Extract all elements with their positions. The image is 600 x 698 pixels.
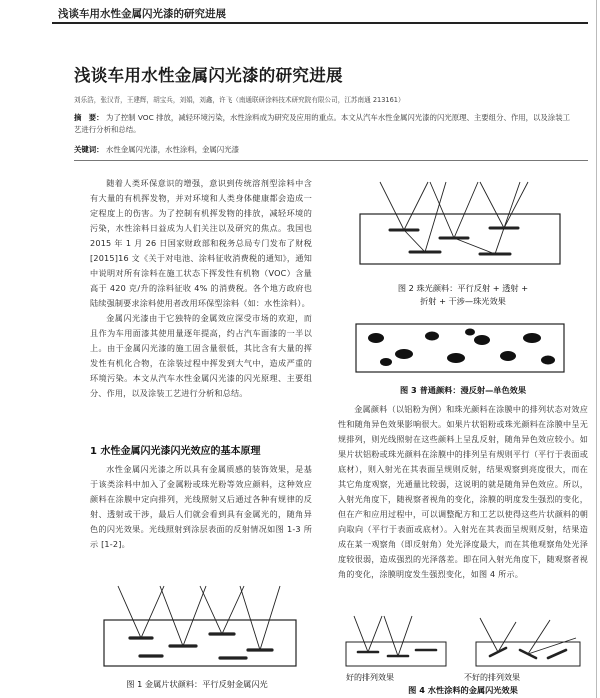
page-edge: [596, 0, 597, 698]
intro-paragraph-1: 随着人类环保意识的增强，意识到传统溶剂型涂料中含有大量的有机挥发物，并对环境和人类身体健康都会造成一定程度上的伤害。为了控制有机挥发物的排放，减轻环境的污染，水性涂料日益成为人们关注以及研究的焦点。我国也 2015 年 1 月 26 日国家财政部和税务总局专门发布了财税 [2015]16 文《关于对电池、涂料征收消费税的通知》，通知中说明对所有涂料在施工状态下挥发性有机物（VOC）含量高于 420 克/升的涂料征收 4% 的消费税。各个地方政府也陆续强制要求涂料使用者改用环保型涂料（如：水性涂料）。: [90, 178, 312, 308]
abstract-text: 为了控制 VOC 排放，减轻环境污染，水性涂料成为研究及应用的重点。本文从汽车水性金属闪光漆的闪光原理、主要组分、作用，以及涂装工艺进行分析和总结。: [74, 113, 570, 134]
figure-2-caption-line-1: 图 2 珠光颜料：平行反射 + 透射 +: [397, 283, 529, 293]
header-rule: [52, 22, 588, 24]
figure-4-caption: 图 4 水性涂料的金属闪光效果: [408, 685, 518, 695]
figure-4-label-good: 好的排列效果: [346, 673, 394, 682]
author-line: 刘乐浩，张汉青，王建辉，胡宝兵，刘娟，刘鑫，许飞（南通联研涂料技术研究院有限公司，江苏南通 213161）: [74, 96, 405, 104]
figure-1-diagram: [100, 580, 300, 672]
running-header: 浅谈车用水性金属闪光漆的研究进展: [58, 8, 226, 20]
right-column-text: [338, 402, 588, 582]
abstract-divider: [74, 160, 588, 161]
figure-2-diagram: [350, 178, 570, 270]
figure-1-caption-a: 图 1 金属片状颜料：平行反射: [126, 679, 235, 689]
left-column-intro: [90, 176, 312, 401]
intro-paragraph-2: 金属闪光漆由于它独特的金属效应深受市场的欢迎，而且作为车用面漆其使用量逐年提高，约占汽车面漆的一半以上。由于金属闪光漆的施工固含量很低，其比含有大量的挥发性有机化合物，在涂装过程中挥发到大气中，造成严重的环境污染。本文从汽车水性金属闪光漆的闪光原理、主要组分、作用，以及涂装工艺进行分析和总结。: [90, 313, 312, 398]
figure-4-diagram: [340, 612, 590, 670]
section-1-paragraph: 水性金属闪光漆之所以具有金属质感的装饰效果，是基于该类涂料中加入了金属粉或珠光粉等效应颜料，这种效应颜料在涂膜中定向排列，光线照射又后通过各种有规律的反射、透射或干涉，最后人们就会看到具有金属光的，随角异色的闪光效果。光线照射到涂层表面的反射情况如图 1-3 所示 [1-2]。: [90, 464, 312, 549]
figure-1-caption: [92, 678, 302, 691]
abstract-label: 摘 要：: [74, 113, 104, 122]
figure-1-caption-b: 金属闪光: [234, 679, 268, 689]
abstract: [74, 112, 574, 136]
figure-2-caption-line-2: 折射 + 干涉—珠光效果: [420, 296, 506, 306]
right-column-paragraph: 金属颜料（以铝粉为例）和珠光颜料在涂膜中的排列状态对效应性和随角异色效果影响很大。如果片状铝粉或珠光颜料在涂膜中呈无规排列，则光线照射在这些颜料上呈乱反射，随角异色效应较小。如果片状铝粉或珠光颜料在涂膜中的排列呈有规则平行（平行于表面或底材），则入射光在其表面呈规则反射，结果观察到亮度很大，而在其它角度观察，光通量比较弱，这说明的就是随角异色效应。所以，入射光角度下，随视察者视角的变化，涂膜的明度发生强烈的变化，但在产和应用过程中，可以调整配方和工艺以使得这些片状颜料的朝向取向（平行于表面或底材）。入射光在其表面呈规则反射，结果造成在某一观察角（即反射角）处光泽度最大，而在其他观察角处光泽度较很弱，造成强烈的光泽落差。即在同入射光角度下，随观察者视角的变化，涂膜明度发生强烈变化，如图 4 所示。: [338, 404, 588, 579]
figure-3-diagram: [352, 320, 568, 376]
left-column-section-1: [90, 462, 312, 552]
figure-2-caption: [338, 282, 588, 308]
keywords-label: 关键词：: [74, 145, 104, 154]
figure-4-label-bad: 不好的排列效果: [464, 673, 520, 682]
figure-3-caption: 图 3 普通颜料：漫反射—单色效果: [399, 385, 527, 395]
section-1-heading: 1 水性金属闪光漆闪光效应的基本原理: [90, 446, 261, 457]
keywords: [74, 144, 574, 155]
article-title: 浅谈车用水性金属闪光漆的研究进展: [74, 66, 343, 85]
keywords-text: 水性金属闪光漆，水性涂料，金属闪光漆: [105, 145, 239, 154]
